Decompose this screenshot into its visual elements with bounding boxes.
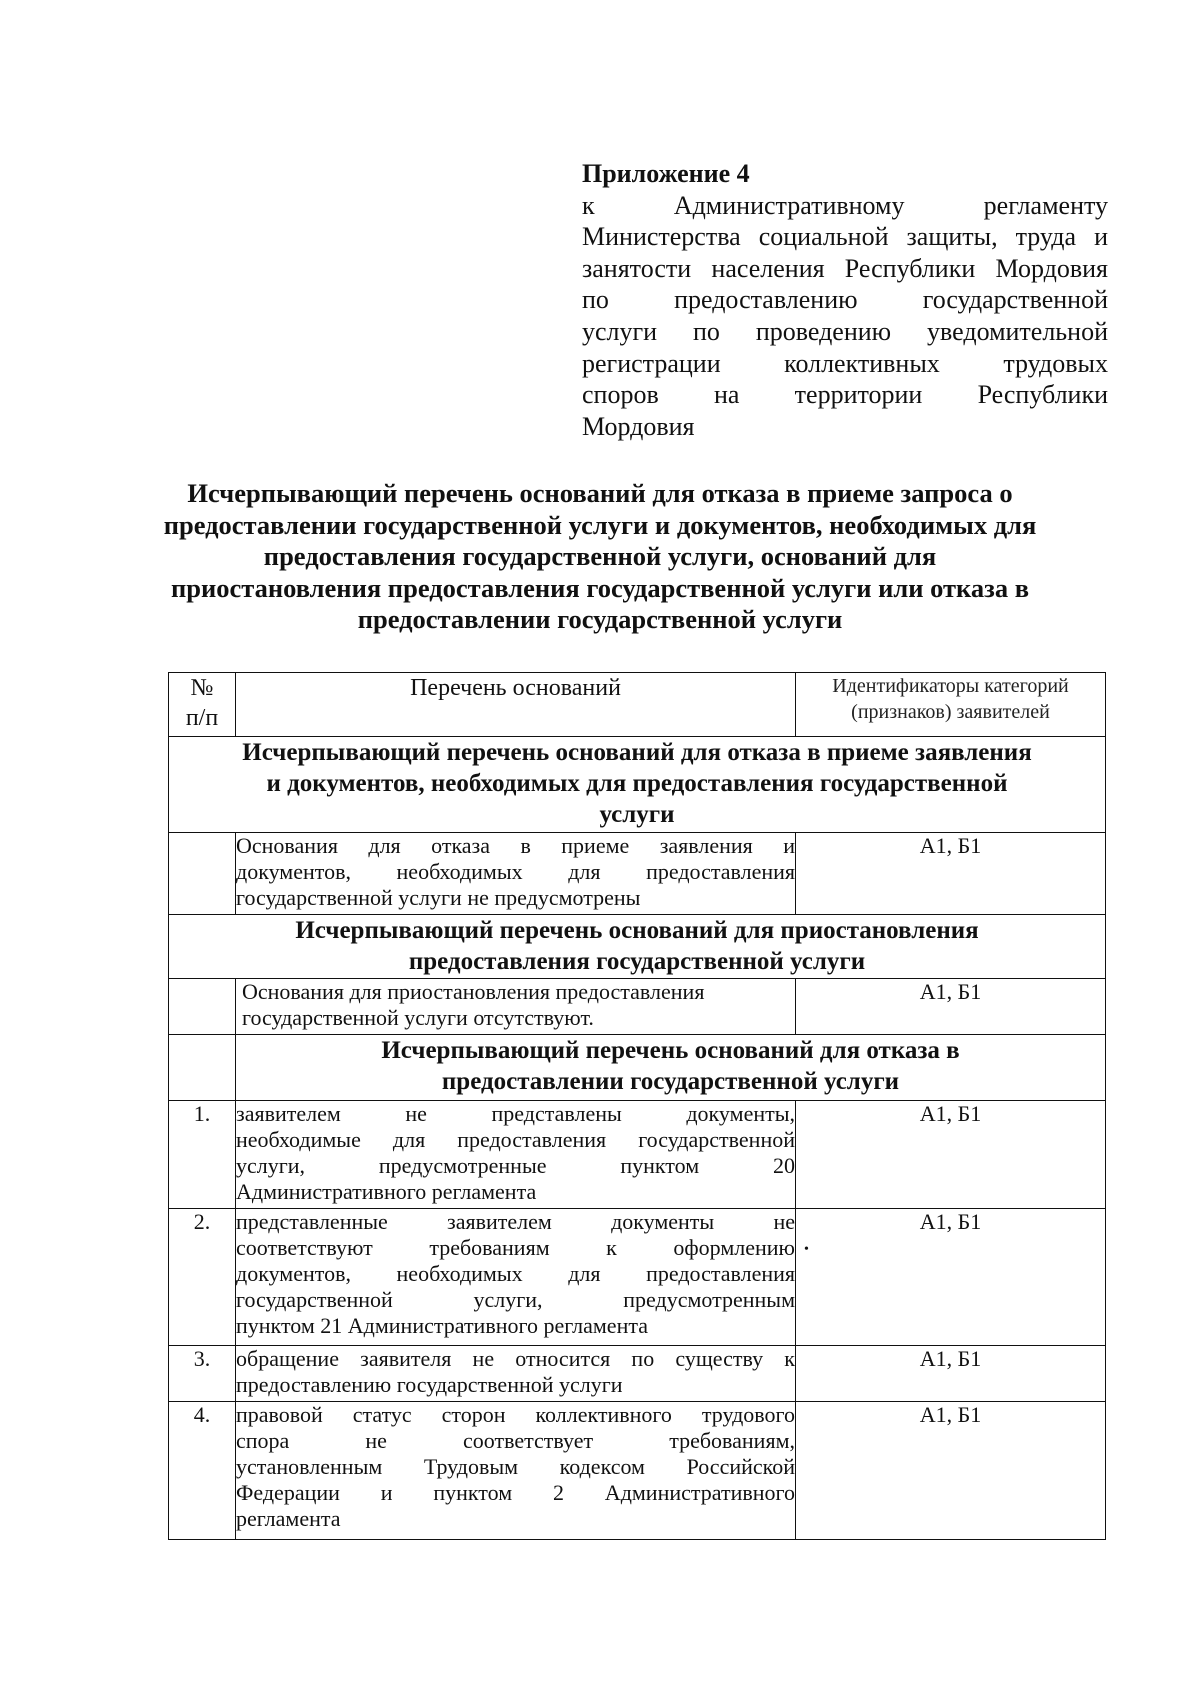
row-identifiers: А1, Б1 (796, 1346, 1106, 1402)
row-identifiers: А1, Б1 (796, 1101, 1106, 1209)
document-title (150, 478, 1050, 636)
table-row (169, 1402, 1106, 1540)
annex-line: к Административному регламенту (582, 190, 1108, 220)
section-heading-row (169, 737, 1106, 833)
grounds-line: предоставлению государственной услуги (236, 1372, 623, 1397)
section-heading-row (169, 915, 1106, 979)
row-identifiers-value: А1, Б1 (919, 1209, 982, 1234)
header-identifiers (796, 673, 1106, 737)
row-number: 1. (169, 1101, 236, 1209)
grounds-line: пунктом 21 Административного регламента (236, 1313, 648, 1338)
row-identifiers: А1, Б1 (796, 833, 1106, 915)
row-grounds-text (236, 833, 796, 915)
row-number (169, 979, 236, 1035)
grounds-line: Основания для приостановления предоставления (242, 979, 705, 1004)
row-grounds-text (236, 1101, 796, 1209)
section-heading-line: предоставления государственной услуги (408, 948, 866, 975)
row-grounds-text (236, 1402, 796, 1540)
annex-line: услуги по проведению уведомительной (582, 316, 1108, 346)
section-heading-refusal-acceptance (169, 737, 1106, 833)
header-number (169, 673, 236, 737)
section-heading-line: и документов, необходимых для предоставления государственной (266, 770, 1008, 797)
grounds-line: установленным Трудовым кодексом Российской (236, 1454, 795, 1479)
section-heading-number-blank (169, 1035, 236, 1101)
section-heading-line: предоставлении государственной услуги (441, 1068, 900, 1095)
document-title-line: предоставления государственной услуги, оснований для (263, 541, 937, 572)
scan-speck-mark: • (804, 1242, 809, 1257)
grounds-line: государственной услуги отсутствуют. (242, 1005, 594, 1030)
header-grounds: Перечень оснований (236, 673, 796, 737)
header-identifiers-line: Идентификаторы категорий (832, 675, 1069, 697)
annex-line: регистрации коллективных трудовых (582, 348, 1108, 378)
grounds-line: правовой статус сторон коллективного трудового (236, 1402, 795, 1427)
table-header-row (169, 673, 1106, 737)
row-identifiers: А1, Б1 (796, 979, 1106, 1035)
grounds-line: соответствуют требованиям к оформлению (236, 1235, 795, 1260)
table-row (169, 833, 1106, 915)
annex-title: Приложение 4 (582, 159, 750, 188)
annex-reference (582, 158, 1108, 442)
row-grounds-text (236, 979, 796, 1035)
grounds-line: регламента (236, 1506, 341, 1531)
document-title-line: Исчерпывающий перечень оснований для отказа в приеме запроса о (187, 478, 1013, 508)
row-identifiers (796, 1209, 1106, 1346)
grounds-line: документов, необходимых для предоставления (236, 1261, 795, 1286)
section-heading-line: услуги (599, 801, 675, 828)
grounds-line: Основания для отказа в приеме заявления и (236, 833, 795, 858)
document-title-line: предоставлении государственной услуги (357, 604, 843, 635)
grounds-line: обращение заявителя не относится по существу к (236, 1346, 795, 1371)
section-heading-refusal-provision (236, 1035, 1106, 1101)
header-number-symbol: № (190, 675, 214, 701)
table-row (169, 1209, 1106, 1346)
row-number: 4. (169, 1402, 236, 1540)
table-row (169, 1101, 1106, 1209)
section-heading-row (169, 1035, 1106, 1101)
annex-line: занятости населения Республики Мордовия (582, 253, 1108, 283)
row-identifiers: А1, Б1 (796, 1402, 1106, 1540)
table-row (169, 979, 1106, 1035)
header-identifiers-line: (признаков) заявителей (851, 701, 1050, 723)
header-number-label: п/п (185, 705, 219, 731)
document-title-line: приостановления предоставления государственной услуги или отказа в (170, 572, 1030, 603)
document-title-line: предоставлении государственной услуги и документов, необходимых для (163, 509, 1037, 540)
section-heading-line: Исчерпывающий перечень оснований для отказа в приеме заявления (242, 739, 1032, 766)
grounds-table (168, 672, 1106, 1540)
grounds-line: государственной услуги не предусмотрены (236, 885, 641, 910)
grounds-line: представленные заявителем документы не (236, 1209, 795, 1234)
grounds-line: документов, необходимых для предоставления (236, 859, 795, 884)
grounds-line: услуги, предусмотренные пунктом 20 (236, 1153, 795, 1178)
row-number: 3. (169, 1346, 236, 1402)
annex-line: Министерства социальной защиты, труда и (582, 222, 1108, 252)
annex-line: споров на территории Республики (582, 380, 1108, 410)
annex-line: по предоставлению государственной (582, 285, 1108, 315)
table-row (169, 1346, 1106, 1402)
section-heading-line: Исчерпывающий перечень оснований для отказа в (381, 1037, 960, 1064)
row-grounds-text (236, 1209, 796, 1346)
grounds-line: Административного регламента (236, 1179, 537, 1204)
row-number: 2. (169, 1209, 236, 1346)
grounds-line: спора не соответствует требованиям, (236, 1428, 795, 1453)
annex-line: Мордовия (582, 411, 695, 441)
row-number (169, 833, 236, 915)
row-grounds-text (236, 1346, 796, 1402)
grounds-line: государственной услуги, предусмотренным (236, 1287, 795, 1312)
grounds-line: Федерации и пунктом 2 Административного (236, 1480, 795, 1505)
grounds-line: необходимые для предоставления государственной (236, 1127, 795, 1152)
grounds-line: заявителем не представлены документы, (236, 1101, 795, 1126)
section-heading-suspension (169, 915, 1106, 979)
section-heading-line: Исчерпывающий перечень оснований для приостановления (295, 917, 979, 944)
